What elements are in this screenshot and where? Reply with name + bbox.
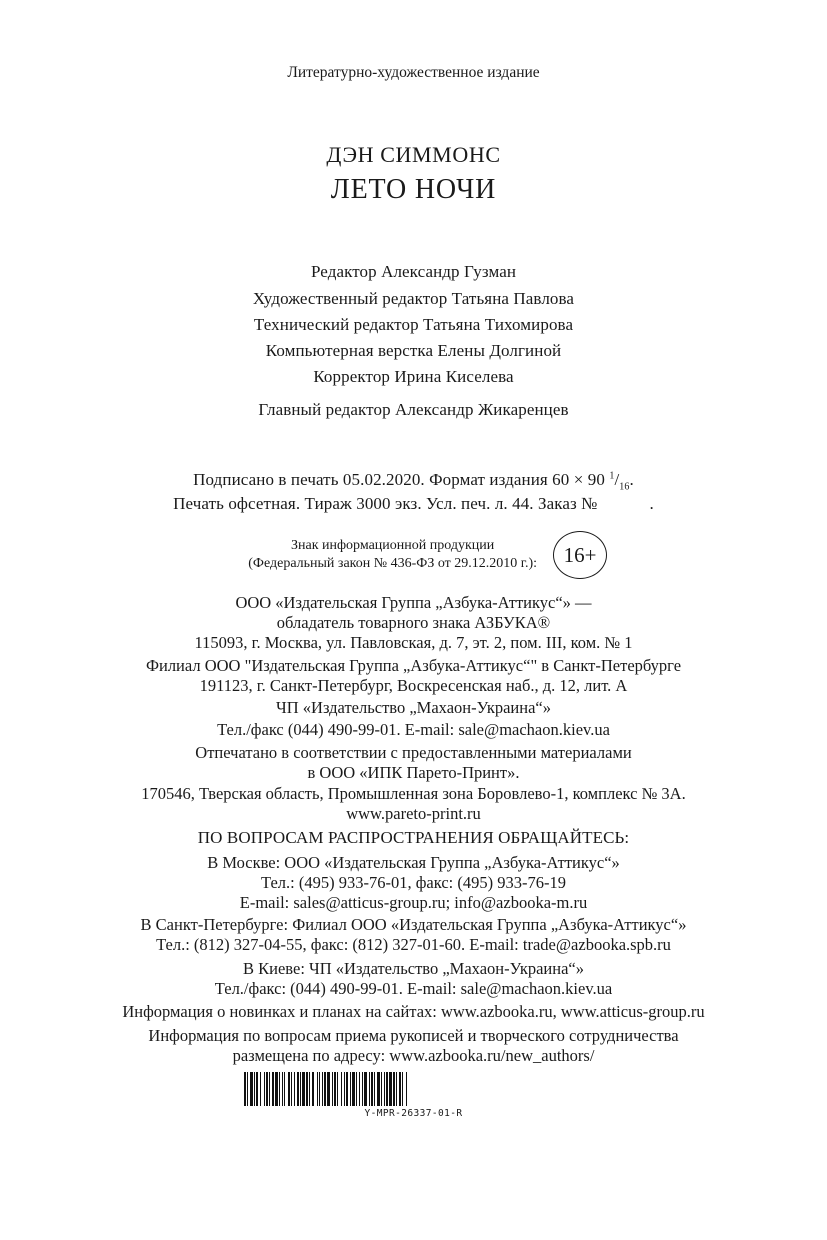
manuscripts-line: Информация по вопросам приема рукописей и творческого сотрудничества [148, 1026, 679, 1045]
spb-phone: Тел.: (812) 327-04-55, факс: (812) 327-01-60. E-mail: trade@azbooka.spb.ru [156, 935, 671, 954]
fraction-denominator: 16 [619, 481, 630, 493]
branch-line: Филиал ООО "Издательская Группа „Азбука-Аттикус“" в Санкт-Петербурге [145, 656, 682, 675]
genre-label: Литературно-художественное издание [287, 64, 540, 81]
ukraine-contact: Тел./факс (044) 490-99-01. E-mail: sale@machaon.kiev.ua [217, 720, 610, 739]
moscow-phone: Тел.: (495) 933-76-01, факс: (495) 933-76-19 [261, 873, 566, 892]
barcode-bars [244, 1072, 583, 1106]
chief-editor: Главный редактор Александр Жикаренцев [258, 400, 569, 419]
credit-line: Компьютерная верстка Елены Долгиной [265, 341, 562, 360]
print-line-2 [0, 494, 827, 514]
spb-line: В Санкт-Петербурге: Филиал ООО «Издательская Группа „Азбука-Аттикус“» [140, 915, 687, 934]
book-title: ЛЕТО НОЧИ [330, 174, 497, 205]
printer-website: www.pareto-print.ru [346, 804, 481, 823]
age-rating-line: Знак информационной продукции [290, 538, 495, 553]
barcode-label: Y-MPR-26337-01-R [364, 1108, 463, 1119]
publisher-address: 115093, г. Москва, ул. Павловская, д. 7, эт. 2, пом. III, ком. № 1 [194, 633, 633, 652]
printer-line: Отпечатано в соответствии с предоставленными материалами [195, 743, 632, 762]
kiev-phone: Тел./факс: (044) 490-99-01. E-mail: sale@machaon.kiev.ua [214, 979, 613, 998]
fraction-numerator: 1 [609, 470, 615, 482]
kiev-line: В Киеве: ЧП «Издательство „Махаон-Украина“» [243, 959, 584, 978]
publisher-line: ООО «Издательская Группа „Азбука-Аттикус“» — [235, 593, 592, 612]
print-format: Подписано в печать 05.02.2020. Формат издания 60 × 90 [193, 470, 610, 489]
moscow-line: В Москве: ООО «Издательская Группа „Азбука-Аттикус“» [207, 853, 620, 872]
printer-line: в ООО «ИПК Парето-Принт». [307, 763, 520, 782]
age-rating-law: (Федеральный закон № 436-ФЗ от 29.12.2010 г.): [248, 556, 537, 571]
credit-line: Технический редактор Татьяна Тихомирова [253, 315, 574, 334]
print-line-1: Подписано в печать 05.02.2020. Формат издания 60 × 90 $^1/_{16}$. [193, 470, 634, 493]
print-line-2-end: . [649, 494, 654, 513]
credit-line: Редактор Александр Гузман [310, 262, 517, 281]
barcode-bar [407, 1072, 409, 1106]
branch-address: 191123, г. Санкт-Петербург, Воскресенская наб., д. 12, лит. А [199, 676, 628, 695]
print-run: Печать офсетная. Тираж 3000 экз. Усл. печ. л. 44. Заказ № [173, 494, 598, 513]
info-sites: Информация о новинках и планах на сайтах: www.azbooka.ru, www.atticus-group.ru [122, 1002, 705, 1021]
credit-line: Художественный редактор Татьяна Павлова [252, 289, 575, 308]
ukraine-line: ЧП «Издательство „Махаон-Украина“» [276, 698, 551, 717]
author-name: ДЭН СИММОНС [326, 142, 501, 167]
manuscripts-address: размещена по адресу: www.azbooka.ru/new_authors/ [232, 1046, 595, 1065]
printer-address: 170546, Тверская область, Промышленная зона Боровлево-1, комплекс № 3А. [141, 784, 686, 803]
age-rating-block [0, 531, 827, 581]
credit-line: Корректор Ирина Киселева [313, 367, 514, 386]
age-rating-badge: 16+ [553, 531, 607, 579]
moscow-email: E-mail: sales@atticus-group.ru; info@azbooka-m.ru [239, 893, 588, 912]
age-rating-text [248, 537, 537, 573]
publisher-line: обладатель товарного знака АЗБУКА® [276, 613, 551, 632]
barcode [244, 1072, 583, 1119]
distribution-heading: ПО ВОПРОСАМ РАСПРОСТРАНЕНИЯ ОБРАЩАЙТЕСЬ: [197, 828, 630, 847]
print-line-1-end: . [629, 470, 634, 489]
